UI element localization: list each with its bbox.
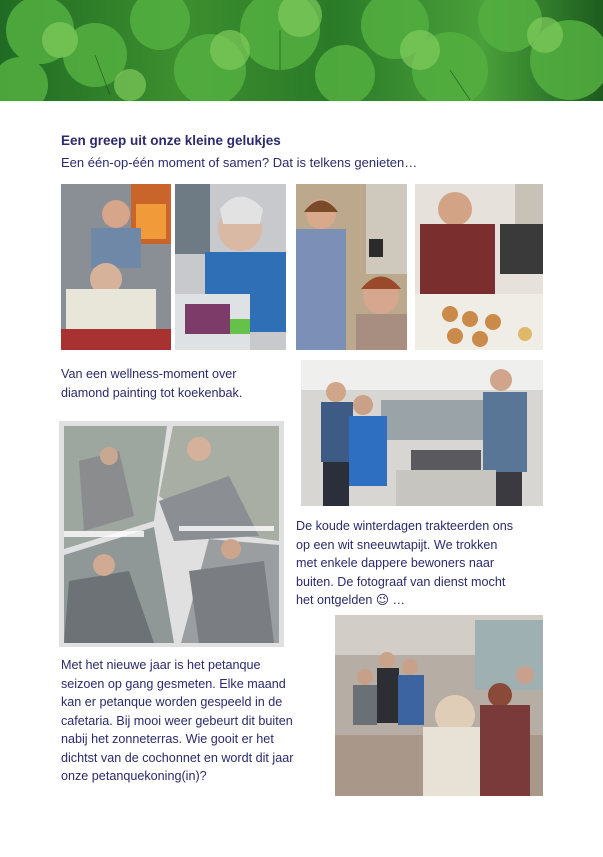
caption-petanque-line: seizoen op gang gesmeten. Elke maand xyxy=(61,676,286,691)
caption-winter xyxy=(296,517,546,610)
caption-petanque-line: kan er petanque worden gespeeld in de xyxy=(61,695,283,709)
caption-petanque-line: Met het nieuwe jaar is het petanque xyxy=(61,658,261,672)
page-subtitle: Een één-op-één moment of samen? Dat is telkens genieten… xyxy=(61,155,418,170)
caption-wellness-line: Van een wellness-moment over xyxy=(61,367,237,381)
caption-winter-line: met enkele dappere bewoners naar xyxy=(296,556,495,570)
photo-diamond-painting xyxy=(175,184,286,350)
caption-petanque-line: dichtst van de cochonnet en wordt dit jaar xyxy=(61,750,294,765)
clover-icon xyxy=(0,0,603,101)
caption-wellness xyxy=(61,365,291,402)
photo-baking xyxy=(415,184,543,350)
caption-winter-line: het ontgelden 😉 … xyxy=(296,593,406,607)
clover-banner xyxy=(0,0,603,101)
page-title: Een greep uit onze kleine gelukjes xyxy=(61,133,281,148)
caption-wellness-line: diamond painting tot koekenbak. xyxy=(61,385,243,400)
caption-petanque-line: nabij het zonneterras. Wie gooit er het xyxy=(61,732,274,746)
caption-winter-line: op een wit sneeuwtapijt. We trokken xyxy=(296,537,498,552)
caption-petanque-line: cafetaria. Bij mooi weer gebeurt dit buiten xyxy=(61,713,293,728)
caption-winter-line: De koude winterdagen trakteerden ons xyxy=(296,519,514,533)
snow-collage xyxy=(59,421,284,647)
photo-petanque xyxy=(335,615,543,796)
caption-winter-line: buiten. De fotograaf van dienst mocht xyxy=(296,574,506,589)
caption-petanque xyxy=(61,656,331,786)
photo-group-cafeteria xyxy=(301,360,543,506)
photo-wellness xyxy=(61,184,171,350)
caption-petanque-line: onze petanquekoning(in)? xyxy=(61,769,207,783)
photo-hair-styling xyxy=(296,184,407,350)
